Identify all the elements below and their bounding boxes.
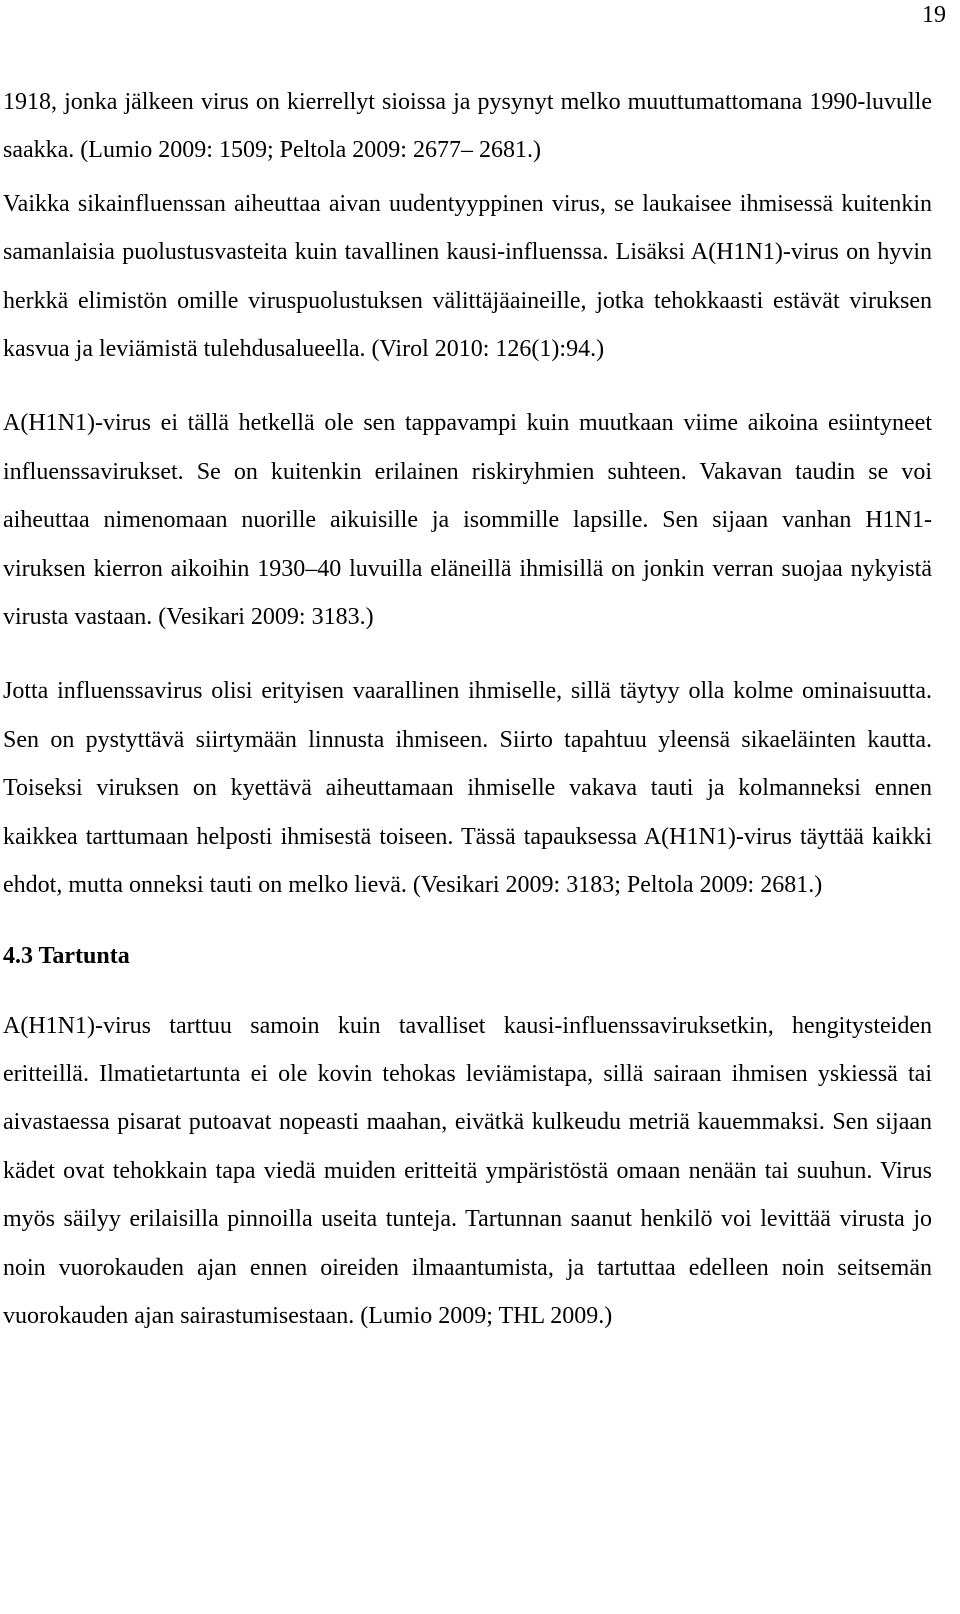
paragraph-2: Vaikka sikainfluenssan aiheuttaa aivan uudentyyppinen virus, se laukaisee ihmisessä kuitenkin samanlaisia puolustusvasteita kuin tavallinen kausi-influenssa. Lisäksi A(H1N1)-virus on hyvin herkkä elimistön omille viruspuolustuksen välittäjäaineille, jotka tehokkaasti estävät viruksen kasvua ja leviämistä tulehdusalueella. (Virol 2010: 126(1):94.) (3, 190, 932, 363)
paragraph-5: A(H1N1)-virus tarttuu samoin kuin tavalliset kausi-influenssaviruksetkin, hengitysteiden eritteillä. Ilmatietartunta ei ole kovin tehokas leviämistapa, sillä sairaan ihmisen yskiessä tai aivastaessa pisarat putoavat nopeasti maahan, eivätkä kulkeudu metriä kauemmaksi. Sen sijaan kädet ovat tehokkain tapa viedä muiden eritteitä ympäristöstä omaan nenään tai suuhun. Virus myös säilyy erilaisilla pinnoilla useita tunteja. Tartunnan saanut henkilö voi levittää virusta jo noin vuorokauden ajan ennen oireiden ilmaantumista, ja tartuttaa edelleen noin seitsemän vuorokauden ajan sairastumisestaan. (Lumio 2009; THL 2009.) (3, 1012, 932, 1329)
paragraph-4: Jotta influenssavirus olisi erityisen vaarallinen ihmiselle, sillä täytyy olla kolme ominaisuutta. Sen on pystyttävä siirtymään linnusta ihmiseen. Siirto tapahtuu yleensä sikaeläinten kautta. Toiseksi viruksen on kyettävä aiheuttamaan ihmiselle vakava tauti ja kolmanneksi ennen kaikkea tarttumaan helposti ihmisestä toiseen. Tässä tapauksessa A(H1N1)-virus täyttää kaikki ehdot, mutta onneksi tauti on melko lievä. (Vesikari 2009: 3183; Peltola 2009: 2681.) (3, 678, 932, 899)
page-number: 19 (922, 2, 946, 28)
paragraph-3: A(H1N1)-virus ei tällä hetkellä ole sen tappavampi kuin muutkaan viime aikoina esiintyneet influenssavirukset. Se on kuitenkin erilainen riskiryhmien suhteen. Vakavan taudin se voi aiheuttaa nimenomaan nuorille aikuisille ja isommille lapsille. Sen sijaan vanhan H1N1-viruksen kierron aikoihin 1930–40 luvuilla eläneillä ihmisillä on jonkin verran suojaa nykyistä virusta vastaan. (Vesikari 2009: 3183.) (3, 410, 932, 631)
body-text (3, 78, 932, 1340)
paragraph-1: 1918, jonka jälkeen virus on kierrellyt sioissa ja pysynyt melko muuttumattomana 1990-luvulle saakka. (Lumio 2009: 1509; Peltola 2009: 2677– 2681.) (3, 89, 932, 164)
section-heading: 4.3 Tartunta (3, 942, 130, 969)
